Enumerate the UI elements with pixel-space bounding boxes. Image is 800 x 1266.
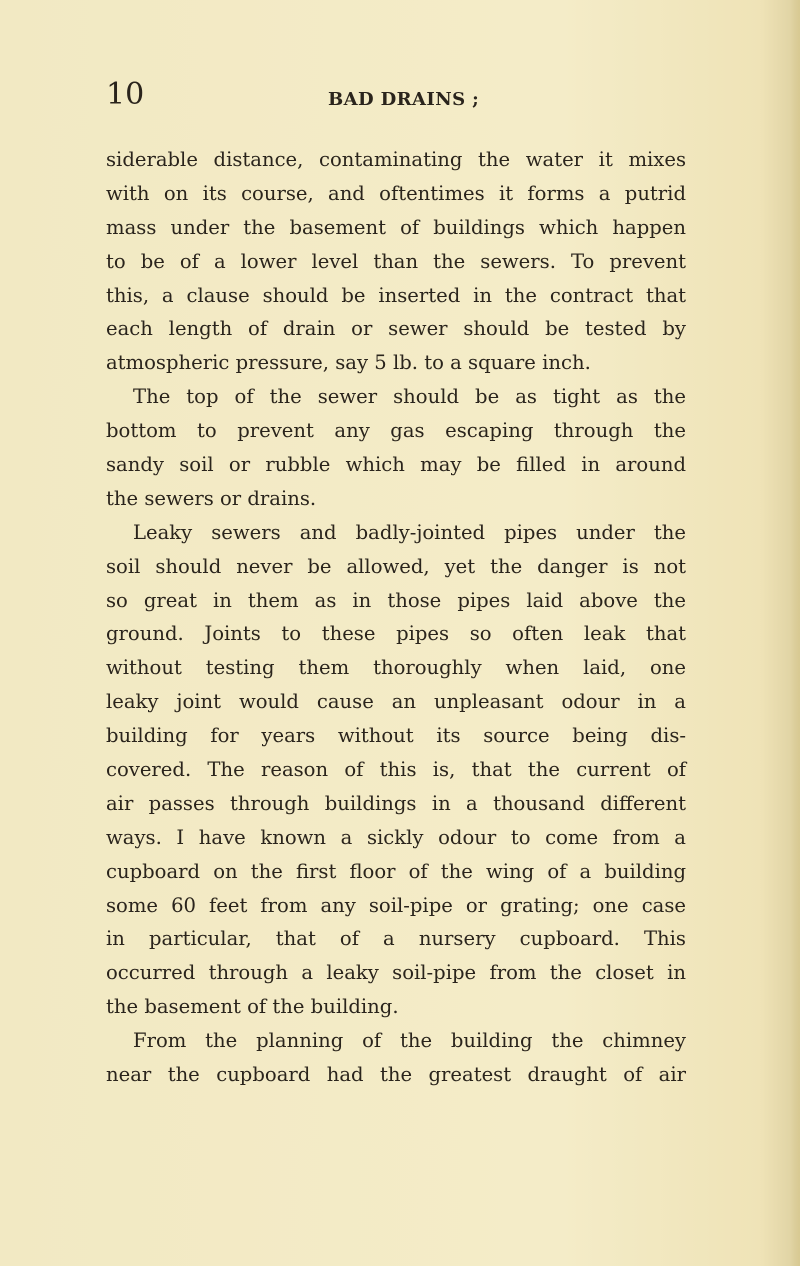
text-line: ways. I have known a sickly odour to come from a <box>106 825 686 849</box>
text-line: The top of the sewer should be as tight as the <box>133 385 686 409</box>
text-line: building for years without its source being dis- <box>106 724 686 748</box>
text-line: the basement of the building. <box>106 995 399 1019</box>
text-line: soil should never be allowed, yet the danger is not <box>106 554 686 578</box>
text-line: mass under the basement of buildings which happen <box>106 215 686 239</box>
text-line: bottom to prevent any gas escaping through the <box>106 419 686 443</box>
text-line: in particular, that of a nursery cupboard. This <box>106 927 686 951</box>
text-line: siderable distance, contaminating the water it mixes <box>106 148 686 171</box>
text-line: leaky joint would cause an unpleasant odour in a <box>106 690 686 714</box>
text-line: the sewers or drains. <box>106 486 317 510</box>
text-line: cupboard on the first floor of the wing of a building <box>106 859 686 883</box>
text-line: covered. The reason of this is, that the current of <box>106 758 686 782</box>
text-line: so great in them as in those pipes laid above the <box>106 588 686 612</box>
body-text <box>106 143 686 1092</box>
text-line: atmospheric pressure, say 5 lb. to a square inch. <box>106 351 591 375</box>
text-line: sandy soil or rubble which may be filled in around <box>106 453 686 477</box>
text-line: to be of a lower level than the sewers. To prevent <box>106 249 686 273</box>
text-line: this, a clause should be inserted in the contract that <box>106 283 686 307</box>
text-line: with on its course, and oftentimes it forms a putrid <box>106 181 686 205</box>
text-line: occurred through a leaky soil-pipe from the closet in <box>106 961 686 985</box>
text-line: ground. Joints to these pipes so often leak that <box>106 622 686 646</box>
text-line: Leaky sewers and badly-jointed pipes under the <box>133 520 686 544</box>
text-line: From the planning of the building the chimney <box>133 1029 686 1053</box>
text-line: near the cupboard had the greatest draught of air <box>106 1063 686 1087</box>
text-line: each length of drain or sewer should be tested by <box>106 317 686 341</box>
page-header <box>106 78 686 118</box>
page-number: 10 <box>106 77 145 112</box>
text-line: air passes through buildings in a thousand different <box>106 791 686 815</box>
running-head: BAD DRAINS ; <box>328 89 480 110</box>
page-edge-shadow <box>790 0 800 1266</box>
text-line: some 60 feet from any soil-pipe or grating; one case <box>106 893 686 917</box>
text-line: without testing them thoroughly when laid, one <box>106 656 686 680</box>
